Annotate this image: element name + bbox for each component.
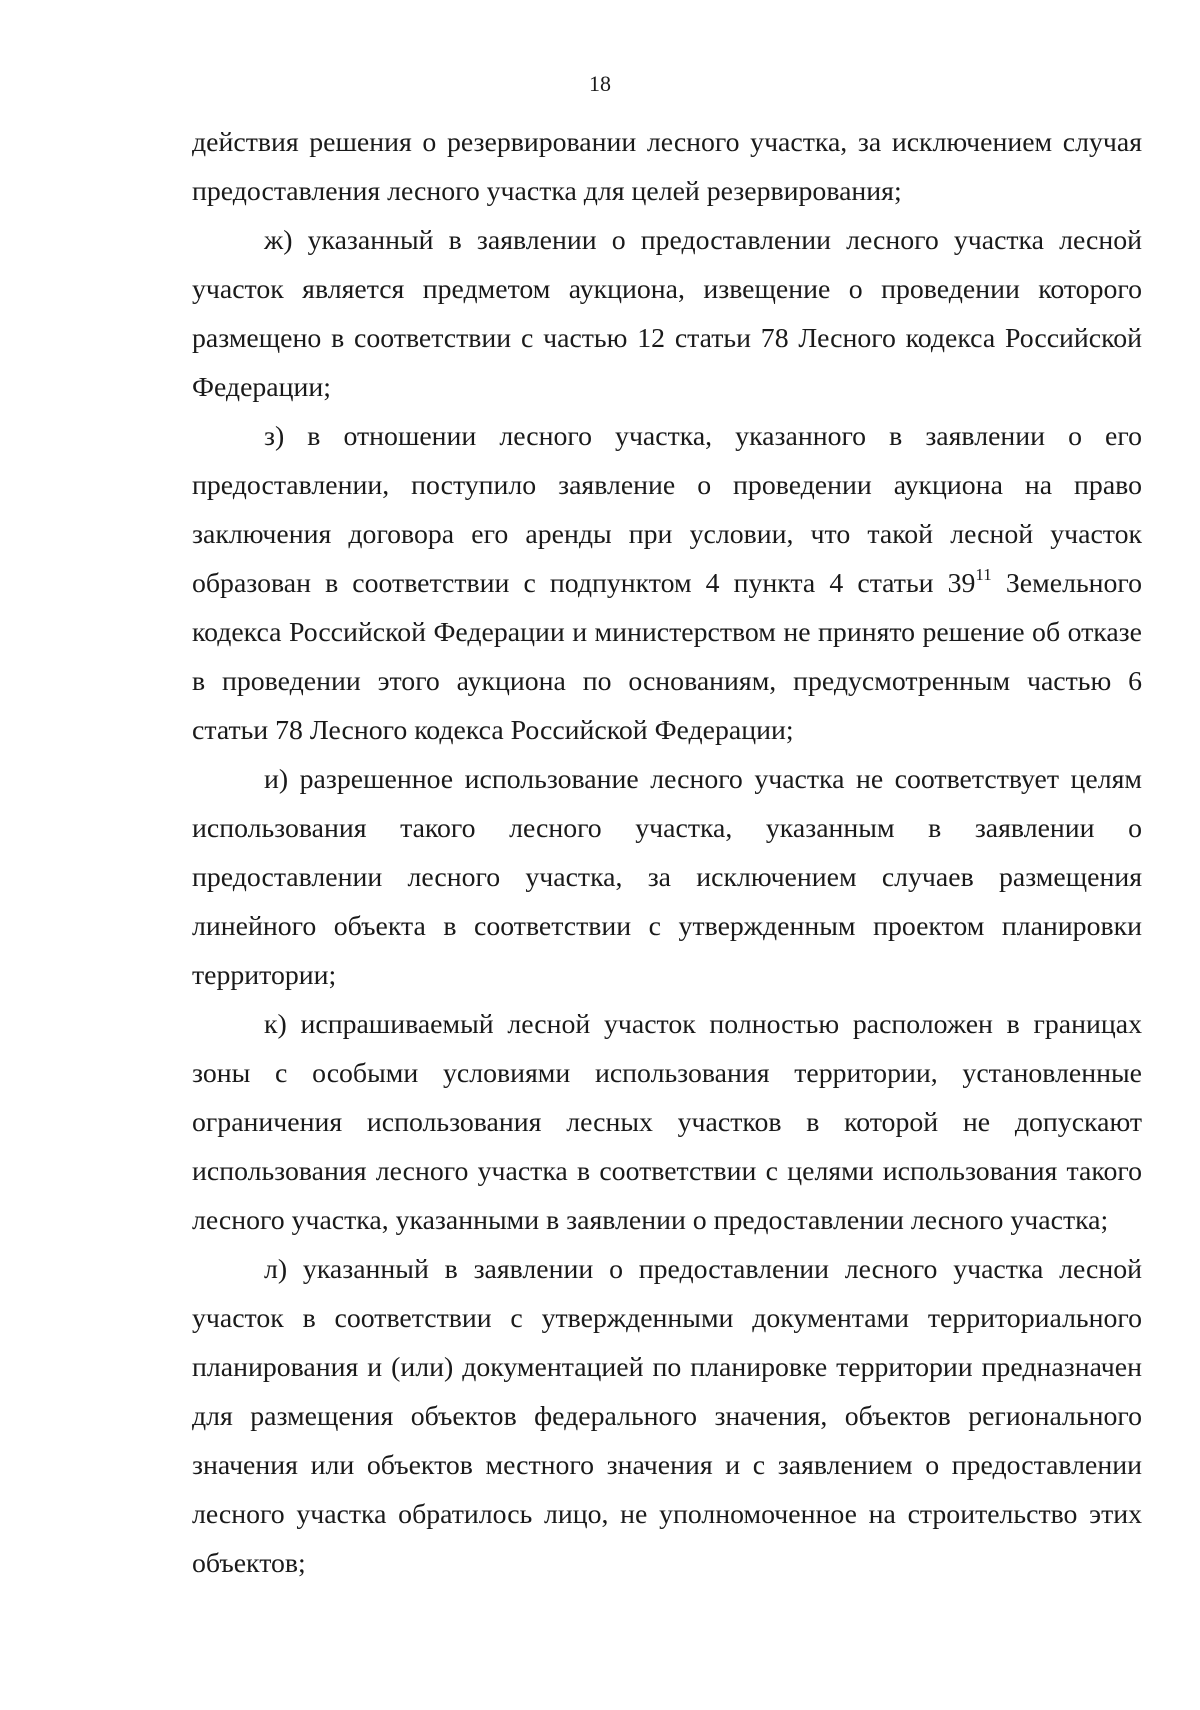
paragraph-k: к) испрашиваемый лесной участок полностью расположен в границах зоны с особыми условиями использования территории, установленные ограничения использования лесных участков в которой не допускают использования лесного участка в соответствии с целями использования такого лесного участка, указанными в заявлении о предоставлении лесного участка; xyxy=(192,1009,1142,1236)
paragraph-continuation: действия решения о резервировании лесного участка, за исключением случая предоставления лесного участка для целей резервирования; xyxy=(192,127,1142,207)
paragraph-zh: ж) указанный в заявлении о предоставлении лесного участка лесной участок является предметом аукциона, извещение о проведении которого размещено в соответствии с частью 12 статьи 78 Лесного кодекса Российской Федерации; xyxy=(192,225,1142,403)
page-number: 18 xyxy=(589,71,611,96)
paragraph-i: и) разрешенное использование лесного участка не соответствует целям использования такого лесного участка, указанным в заявлении о предоставлении лесного участка, за исключением случаев размещения линейного объекта в соответствии с утвержденным проектом планировки территории; xyxy=(192,764,1142,991)
paragraph-z xyxy=(192,412,1142,755)
document-body xyxy=(192,118,1142,1588)
paragraph-z-text-before: з) в отношении лесного участка, указанного в заявлении о его предоставлении, поступило заявление о проведении аукциона на право заключения договора его аренды при условии, что такой лесной участок образован в соответствии с подпунктом 4 пункта 4 статьи 39 xyxy=(192,421,1142,599)
paragraph-l: л) указанный в заявлении о предоставлении лесного участка лесной участок в соответствии с утвержденными документами территориального планирования и (или) документацией по планировке территории предназначен для размещения объектов федерального значения, объектов регионального значения или объектов местного значения и с заявлением о предоставлении лесного участка обратилось лицо, не уполномоченное на строительство этих объектов; xyxy=(192,1254,1142,1579)
superscript-article-number: 11 xyxy=(975,564,992,584)
paragraph-z-text-after: Земельного кодекса Российской Федерации и министерством не принято решение об отказе в проведении этого аукциона по основаниям, предусмотренным частью 6 статьи 78 Лесного кодекса Российской Федерации; xyxy=(192,568,1143,746)
